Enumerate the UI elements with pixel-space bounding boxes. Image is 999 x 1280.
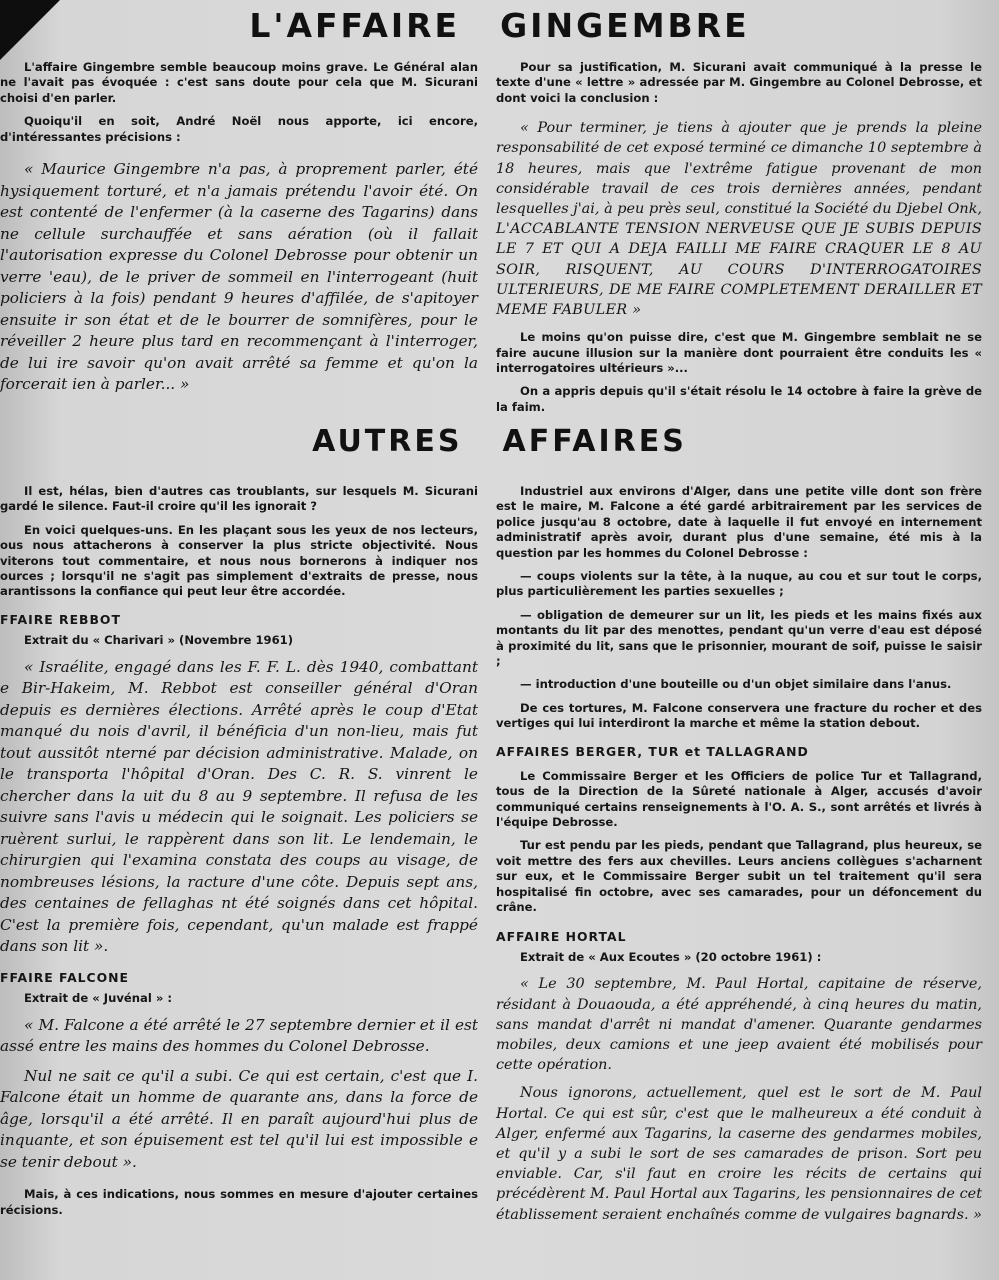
- paragraph: Quoiqu'il en soit, André Noël nous apporte, ici encore, d'intéressantes précisions :: [0, 114, 478, 144]
- case-heading-falcone: FFAIRE FALCONE: [0, 969, 130, 985]
- main-title: L'AFFAIRE GINGEMBRE: [249, 6, 750, 45]
- section-title: AUTRES AFFAIRES: [312, 424, 687, 459]
- case-heading-berger: AFFAIRES BERGER, TUR et TALLAGRAND: [496, 743, 809, 759]
- paragraph: — obligation de demeurer sur un lit, les pieds et les mains fixés aux montants du lit par des menottes, pendant qu'un verre d'eau est déposé à proximité du lit, sans que le prisonnier, mourant de soif, puisse le saisir ;: [496, 607, 982, 669]
- quote-falcone: « M. Falcone a été arrêté le 27 septembre dernier et il est assé entre les mains des hommes du Colonel Debrosse.: [0, 1015, 478, 1056]
- right-column-bottom: [496, 484, 982, 1233]
- source-line: Extrait de « Juvénal » :: [24, 990, 172, 1005]
- paragraph: Il est, hélas, bien d'autres cas troublants, sur lesquels M. Sicurani gardé le silence. Faut-il croire qu'il les ignorait ?: [0, 484, 478, 514]
- paragraph: L'affaire Gingembre semble beaucoup moins grave. Le Général alan ne l'avait pas évoquée : c'est sans doute pour cela que M. Sicurani choisi d'en parler.: [0, 60, 478, 105]
- quote-falcone: Nul ne sait ce qu'il a subi. Ce qui est certain, c'est que I. Falcone était un homme de quarante ans, dans la force de âge, lorsqu'il a été arrêté. Il en paraît aujourd'hui plus de inquante, et son épuisement est tel qu'il lui est impossible e se tenir debout ».: [0, 1066, 478, 1171]
- quote-rebbot: « Israélite, engagé dans les F. F. L. dès 1940, combattant e Bir-Hakeim, M. Rebbot est conseiller général d'Oran depuis es dernières élections. Arrêté après le coup d'Etat manqué du nois d'avril, il bénéficia d'un non-lieu, mais fut tout aussitôt nterné par décision administrative. Malade, on le transporta l'hôpital d'Oran. Des C. R. S. vinrent le chercher dans la uit du 8 au 9 septembre. Il refusa de les suivre sans l'avis u médecin qui le soignait. Les policiers se ruèrent surlui, le rappèrent dans son lit. Le lendemain, le chirurgien qui l'examina constata des coups au visage, de nombreuses lésions, la racture d'une côte. Depuis sept ans, des centaines de fellaghas nt été soignés dans cet hôpital. C'est la première fois, cependant, qu'un malade est frappé dans son lit ».: [0, 657, 478, 956]
- paragraph: On a appris depuis qu'il s'était résolu le 14 octobre à faire la grève de la faim.: [496, 384, 982, 414]
- paragraph: Tur est pendu par les pieds, pendant que Tallagrand, plus heureux, se voit mettre des fers aux chevilles. Leurs anciens collègues s'acharnent sur eux, et le Commissaire Berger subit un tel traitement qu'il sera hospitalisé fin octobre, avec ses camarades, pour un défoncement du crâne.: [496, 838, 982, 914]
- left-column-bottom: [0, 484, 478, 1226]
- quote-hortal: Nous ignorons, actuellement, quel est le sort de M. Paul Hortal. Ce qui est sûr, c'est que le malheureux a été conduit à Alger, enfermé aux Tagarins, la caserne des gendarmes mobiles, et qu'il y a subi le sort de ses camarades de prison. Sort peu enviable. Car, s'il faut en croire les récits de certains qui précédèrent M. Paul Hortal aux Tagarins, les pensionnaires de cet établissement seraient enchaînés comme de vulgaires bagnards. »: [496, 1085, 982, 1223]
- right-column-top: [496, 60, 982, 423]
- paragraph: Pour sa justification, M. Sicurani avait communiqué à la presse le texte d'une « lettre » adressée par M. Gingembre au Colonel Debrosse, et dont voici la conclusion :: [496, 60, 982, 105]
- paragraph: Le moins qu'on puisse dire, c'est que M. Gingembre semblait ne se faire aucune illusion sur la manière dont pourraient être conduits les « interrogatoires ultérieurs »...: [496, 330, 982, 376]
- quote-letter: « Pour terminer, je tiens à ajouter que je prends la pleine responsabilité de cet exposé terminé ce dimanche 10 septembre à 18 heures, mais que l'extrême fatigue provenant de mon considérable travail de ces trois dernières années, pendant lesquelles j'ai, à peu près seul, constitué la Société du Djebel Onk, L'ACCABLANTE TENSION NERVEUSE QUE JE SUBIS DEPUIS LE 7 ET QUI A DEJA FAILLI ME FAIRE CRAQUER LE 8 AU SOIR, RISQUENT, AU COURS D'INTERROGATOIRES ULTERIEURS, DE ME FAIRE COMPLETEMENT DERAILLER ET MEME FABULER »: [496, 120, 982, 319]
- case-heading-hortal: AFFAIRE HORTAL: [496, 929, 627, 945]
- left-column-top: [0, 60, 478, 404]
- case-heading-rebbot: FFAIRE REBBOT: [0, 611, 121, 627]
- paragraph: Industriel aux environs d'Alger, dans une petite ville dont son frère est le maire, M. Falcone a été gardé arbitrairement par les services de police jusqu'au 8 octobre, date à laquelle il fut envoyé en internement administratif après avoir, durant plus d'une semaine, été mis à la question par les hommes du Colonel Debrosse :: [496, 484, 982, 560]
- quote-hortal: « Le 30 septembre, M. Paul Hortal, capitaine de réserve, résidant à Douaouda, a été appréhendé, à cinq heures du matin, sans mandat d'arrêt ni mandat d'amener. Quarante gendarmes mobiles, deux camions et une jeep avaient été mobilisés pour cette opération.: [496, 976, 982, 1074]
- quote-gingembre: « Maurice Gingembre n'a pas, à proprement parler, été hysiquement torturé, et n'a jamais prétendu l'avoir été. On est contenté de l'enfermer (à la caserne des Tagarins) dans ne cellule surchauffée et sans aération (où il fallait l'autorisation expresse du Colonel Debrosse pour obtenir un verre 'eau), de le priver de sommeil en l'interrogeant (huit policiers à la fois) pendant 9 heures d'affilée, de s'apitoyer ensuite ir son état et de le bourrer de somnifères, pour le réveiller 2 heure plus tard en recommençant à l'interroger, de lui ire savoir qu'on avait arrêté sa femme et qu'on la forcerait ien à parler... »: [0, 160, 478, 394]
- source-line: Extrait du « Charivari » (Novembre 1961): [24, 632, 294, 647]
- paragraph: — introduction d'une bouteille ou d'un objet similaire dans l'anus.: [520, 677, 952, 692]
- paragraph: En voici quelques-uns. En les plaçant sous les yeux de nos lecteurs, ous nous attacherons à conserver la plus stricte objectivité. Nous viterons tout commentaire, et nous nous bornerons à indiquer nos ources ; lorsqu'il ne s'agit pas simplement d'extraits de presse, nous arantissons la confiance qui peut leur être accordée.: [0, 522, 478, 599]
- paragraph: — coups violents sur la tête, à la nuque, au cou et sur tout le corps, plus particulièrement les parties sexuelles ;: [496, 569, 982, 599]
- paragraph: Mais, à ces indications, nous sommes en mesure d'ajouter certaines récisions.: [0, 1187, 478, 1217]
- source-line: Extrait de « Aux Ecoutes » (20 octobre 1961) :: [520, 950, 822, 965]
- paragraph: De ces tortures, M. Falcone conservera une fracture du rocher et des vertiges qui lui interdiront la marche et même la station debout.: [496, 700, 982, 731]
- paragraph: Le Commissaire Berger et les Officiers de police Tur et Tallagrand, tous de la Direction de la Sûreté nationale à Alger, accusés d'avoir communiqué certains renseignements à l'O. A. S., sont arrêtés et livrés à l'équipe Debrosse.: [496, 768, 982, 829]
